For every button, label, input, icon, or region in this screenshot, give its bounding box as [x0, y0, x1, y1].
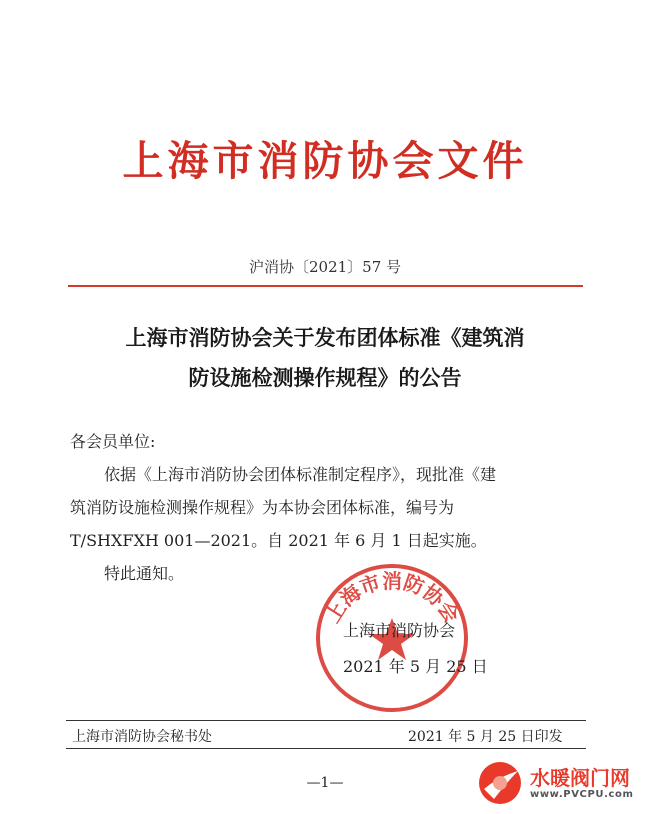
footer-rule-bottom: [66, 748, 586, 749]
notice-heading-line-2: 防设施检测操作规程》的公告: [188, 365, 462, 390]
document-header-title: 上海市消防协会文件: [122, 137, 528, 185]
red-divider: [68, 285, 583, 287]
watermark-logo-icon: [476, 759, 526, 807]
body-paragraph-line-3: T/SHXFXH 001—2021。自 2021 年 6 月 1 日起实施。: [70, 531, 487, 550]
seal-text: 上海市消防协会: [320, 569, 464, 627]
watermark-site-name: 水暖阀门网: [530, 766, 630, 790]
footer-issuer: 上海市消防协会秘书处: [72, 729, 212, 745]
body-paragraph-line-2: 筑消防设施检测操作规程》为本协会团体标准，编号为: [70, 498, 455, 517]
document-number: 沪消协〔2021〕57 号: [248, 258, 402, 276]
page-number: —1—: [306, 775, 344, 791]
signature-organization: 上海市消防协会: [343, 621, 456, 640]
body-paragraph-line-1: 依据《上海市消防协会团体标准制定程序》，现批准《建: [104, 465, 497, 484]
watermark-url: www.PVCPU.com: [530, 789, 634, 800]
closing-line: 特此通知。: [104, 564, 185, 583]
signature-date: 2021 年 5 月 25 日: [343, 657, 488, 676]
footer-print-date: 2021 年 5 月 25 日印发: [408, 729, 563, 745]
watermark[interactable]: [476, 757, 648, 809]
footer-rule-top: [66, 720, 586, 721]
salutation: 各会员单位:: [70, 432, 156, 451]
notice-heading-line-1: 上海市消防协会关于发布团体标准《建筑消: [125, 325, 525, 350]
